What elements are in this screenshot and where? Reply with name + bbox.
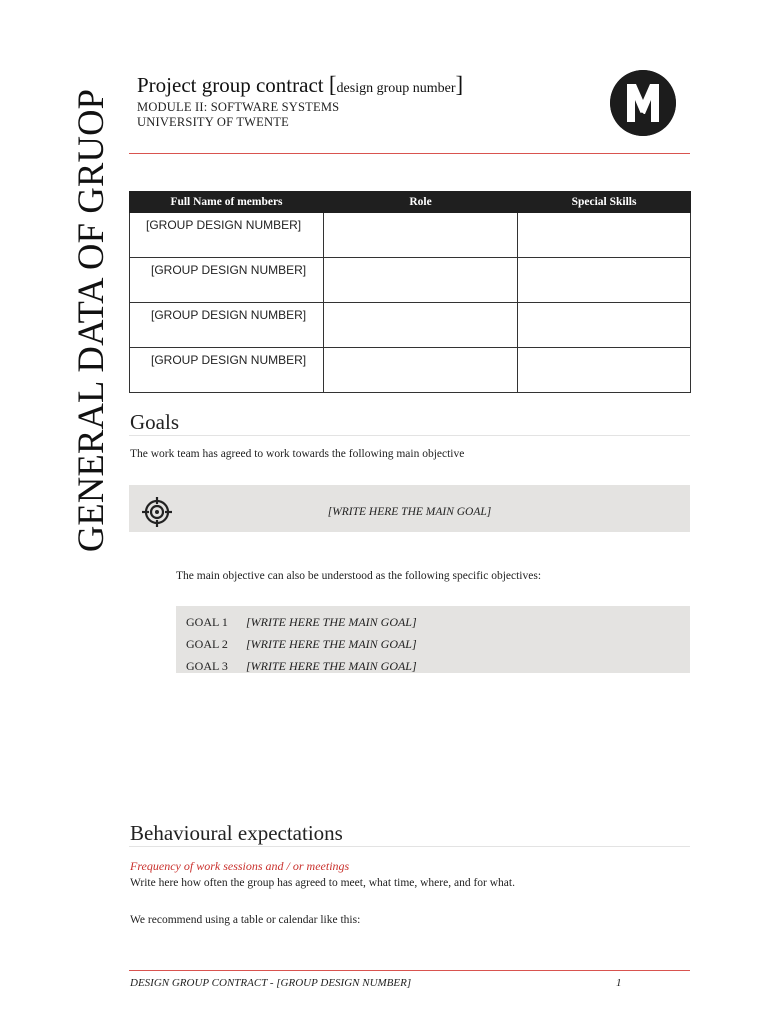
member-name-cell[interactable]: [GROUP DESIGN NUMBER] [130,303,324,348]
frequency-text: Write here how often the group has agreed to meet, what time, where, and for what. [130,877,515,889]
module-line: MODULE II: SOFTWARE SYSTEMS [137,100,340,114]
footer-text: DESIGN GROUP CONTRACT - [GROUP DESIGN NUMBER] [130,977,412,989]
header-role: Role [324,192,518,213]
university-line: UNIVERSITY OF TWENTE [137,115,289,129]
title-text: Project group contract [137,73,324,97]
logo-sub-number: 2 [638,111,650,119]
table-row [130,303,691,348]
header-full-name: Full Name of members [130,192,324,213]
member-name-cell[interactable]: [GROUP DESIGN NUMBER] [130,213,324,258]
table-row [130,348,691,393]
header-special-skills: Special Skills [518,192,691,213]
page-number: 1 [616,977,622,989]
member-name-cell[interactable]: [GROUP DESIGN NUMBER] [130,258,324,303]
goal-item [186,659,417,674]
specific-goals-box [176,606,690,673]
member-skills-cell[interactable] [518,258,691,303]
goal-label: GOAL 3 [186,659,228,673]
frequency-subheading: Frequency of work sessions and / or meetings [130,859,350,873]
title-placeholder: design group number [336,81,456,96]
member-role-cell[interactable] [324,348,518,393]
behaviour-heading: Behavioural expectations [130,821,343,845]
goal-text[interactable]: [WRITE HERE THE MAIN GOAL] [246,659,417,673]
goal-label: GOAL 1 [186,615,228,629]
table-header-row [130,192,691,213]
goals-heading: Goals [130,410,179,434]
goal-text[interactable]: [WRITE HERE THE MAIN GOAL] [246,637,417,651]
member-role-cell[interactable] [324,303,518,348]
member-skills-cell[interactable] [518,303,691,348]
table-row [130,213,691,258]
member-skills-cell[interactable] [518,348,691,393]
side-title-text: GENERAL DATA OF GRUOP [70,88,112,552]
member-name-cell[interactable]: [GROUP DESIGN NUMBER] [130,348,324,393]
header-divider [129,153,690,154]
member-role-cell[interactable] [324,258,518,303]
member-skills-cell[interactable] [518,213,691,258]
bracket-close: ] [455,72,464,97]
table-row [130,258,691,303]
m2-logo [610,70,676,136]
goal-item [186,615,417,630]
member-role-cell[interactable] [324,213,518,258]
behaviour-divider [129,846,690,847]
goal-text[interactable]: [WRITE HERE THE MAIN GOAL] [246,615,417,629]
document-title [137,72,463,98]
main-goal-box [129,485,690,532]
side-title [71,80,111,560]
goals-divider [129,435,690,436]
recommendation-text: We recommend using a table or calendar like this: [130,914,361,926]
bracket-open: [ [328,72,337,97]
goal-label: GOAL 2 [186,637,228,651]
goals-intro: The work team has agreed to work towards the following main objective [130,448,465,460]
main-goal-text[interactable]: [WRITE HERE THE MAIN GOAL] [327,506,492,518]
goal-item [186,637,417,652]
members-table [129,191,691,393]
m2-logo-icon [610,70,676,136]
footer-divider [129,970,690,971]
specific-objectives-intro: The main objective can also be understood as the following specific objectives: [176,570,542,582]
